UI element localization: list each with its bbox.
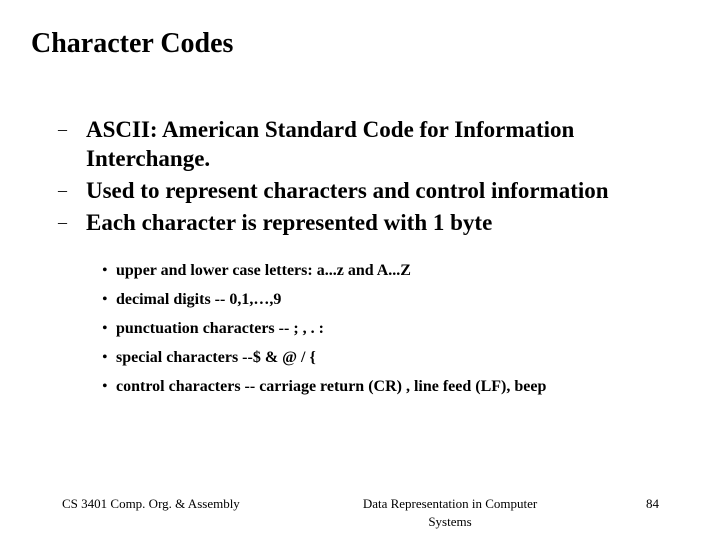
main-point	[58, 176, 698, 205]
bullet-icon: •	[102, 320, 108, 337]
sub-point-list	[102, 256, 702, 401]
dash-bullet-icon: –	[58, 180, 67, 200]
bullet-icon: •	[102, 378, 108, 395]
dash-bullet-icon: –	[58, 119, 67, 139]
sub-point-text: upper and lower case letters: a...z and A...Z	[116, 262, 411, 279]
main-point	[58, 115, 698, 173]
bullet-icon: •	[102, 291, 108, 308]
sub-point-text: control characters -- carriage return (CR) , line feed (LF), beep	[116, 378, 547, 395]
sub-point-text: punctuation characters -- ; , . :	[116, 320, 324, 337]
sub-point	[102, 343, 702, 372]
sub-point	[102, 314, 702, 343]
page-number: 84	[646, 496, 659, 511]
main-point-text: Used to represent characters and control information	[86, 178, 609, 203]
main-point-list	[58, 115, 698, 240]
slide-title: Character Codes	[31, 28, 234, 59]
footer-course: CS 3401 Comp. Org. & Assembly	[62, 496, 240, 511]
dash-bullet-icon: –	[58, 212, 67, 232]
bullet-icon: •	[102, 262, 108, 279]
sub-point-text: special characters --$ & @ / {	[116, 349, 316, 366]
sub-point	[102, 372, 702, 401]
sub-point	[102, 256, 702, 285]
sub-point-text: decimal digits -- 0,1,…,9	[116, 291, 282, 308]
main-point-text: ASCII: American Standard Code for Information Interchange.	[86, 117, 575, 171]
sub-point	[102, 285, 702, 314]
main-point-text: Each character is represented with 1 byte	[86, 210, 493, 235]
main-point	[58, 208, 698, 237]
footer-topic: Data Representation in Computer Systems	[362, 496, 538, 529]
bullet-icon: •	[102, 349, 108, 366]
